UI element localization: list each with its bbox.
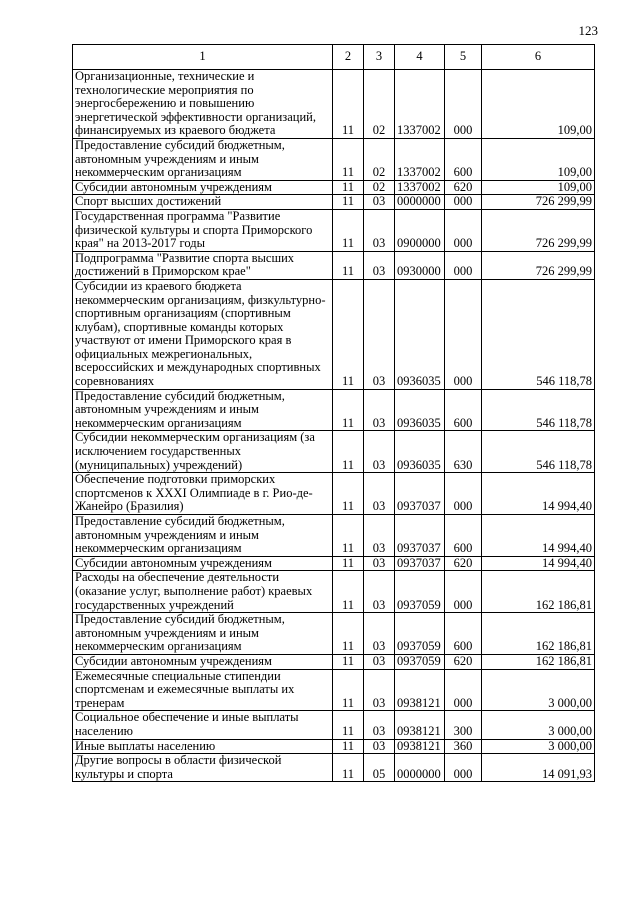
item-name: Социальное обеспечение и иные выплаты населению [73, 711, 333, 739]
column-header: 2 [333, 45, 364, 70]
expense-type-code: 600 [445, 515, 482, 557]
item-name: Ежемесячные специальные стипендии спортсменам и ежемесячные выплаты их тренерам [73, 669, 333, 711]
section-code: 11 [333, 70, 364, 139]
subsection-code: 03 [364, 279, 395, 389]
expense-type-code: 620 [445, 180, 482, 195]
section-code: 11 [333, 195, 364, 210]
target-article-code: 0937037 [395, 556, 445, 571]
amount: 109,00 [482, 180, 595, 195]
table-row [73, 389, 595, 431]
column-header: 5 [445, 45, 482, 70]
column-header: 4 [395, 45, 445, 70]
subsection-code: 03 [364, 195, 395, 210]
amount: 546 118,78 [482, 279, 595, 389]
amount: 14 994,40 [482, 515, 595, 557]
item-name: Расходы на обеспечение деятельности (оказание услуг, выполнение работ) краевых государственных учреждений [73, 571, 333, 613]
target-article-code: 1337002 [395, 70, 445, 139]
target-article-code: 0000000 [395, 754, 445, 782]
header-row [73, 45, 595, 70]
item-name: Субсидии автономным учреждениям [73, 654, 333, 669]
item-name: Другие вопросы в области физической культуры и спорта [73, 754, 333, 782]
item-name: Предоставление субсидий бюджетным, автономным учреждениям и иным некоммерческим организациям [73, 389, 333, 431]
amount: 14 994,40 [482, 473, 595, 515]
expense-type-code: 000 [445, 571, 482, 613]
amount: 726 299,99 [482, 251, 595, 279]
section-code: 11 [333, 654, 364, 669]
amount: 546 118,78 [482, 431, 595, 473]
subsection-code: 03 [364, 654, 395, 669]
target-article-code: 0937037 [395, 515, 445, 557]
section-code: 11 [333, 556, 364, 571]
expense-type-code: 000 [445, 754, 482, 782]
section-code: 11 [333, 669, 364, 711]
item-name: Спорт высших достижений [73, 195, 333, 210]
expense-type-code: 360 [445, 739, 482, 754]
expense-type-code: 000 [445, 195, 482, 210]
table-row [73, 180, 595, 195]
expense-type-code: 000 [445, 251, 482, 279]
section-code: 11 [333, 515, 364, 557]
section-code: 11 [333, 473, 364, 515]
table-row [73, 138, 595, 180]
section-code: 11 [333, 711, 364, 739]
table-row [73, 556, 595, 571]
item-name: Государственная программа "Развитие физической культуры и спорта Приморского края" на 2013-2017 годы [73, 209, 333, 251]
amount: 3 000,00 [482, 669, 595, 711]
subsection-code: 03 [364, 431, 395, 473]
table-row [73, 251, 595, 279]
item-name: Обеспечение подготовки приморских спортсменов к XXXI Олимпиаде в г. Рио-де-Жанейро (Бразилия) [73, 473, 333, 515]
target-article-code: 1337002 [395, 180, 445, 195]
expense-type-code: 000 [445, 209, 482, 251]
subsection-code: 03 [364, 515, 395, 557]
table-row [73, 279, 595, 389]
item-name: Иные выплаты населению [73, 739, 333, 754]
expense-type-code: 600 [445, 389, 482, 431]
subsection-code: 03 [364, 473, 395, 515]
section-code: 11 [333, 279, 364, 389]
expense-type-code: 620 [445, 556, 482, 571]
section-code: 11 [333, 138, 364, 180]
table-row [73, 431, 595, 473]
expense-type-code: 000 [445, 669, 482, 711]
table-row [73, 473, 595, 515]
item-name: Субсидии автономным учреждениям [73, 180, 333, 195]
target-article-code: 0938121 [395, 669, 445, 711]
section-code: 11 [333, 739, 364, 754]
target-article-code: 0936035 [395, 279, 445, 389]
subsection-code: 03 [364, 209, 395, 251]
table-row [73, 711, 595, 739]
table-row [73, 70, 595, 139]
amount: 726 299,99 [482, 209, 595, 251]
subsection-code: 03 [364, 613, 395, 655]
amount: 162 186,81 [482, 613, 595, 655]
expense-type-code: 620 [445, 654, 482, 669]
section-code: 11 [333, 389, 364, 431]
amount: 14 091,93 [482, 754, 595, 782]
section-code: 11 [333, 431, 364, 473]
table-row [73, 669, 595, 711]
expense-type-code: 000 [445, 473, 482, 515]
target-article-code: 0936035 [395, 389, 445, 431]
amount: 162 186,81 [482, 654, 595, 669]
table-row [73, 739, 595, 754]
amount: 3 000,00 [482, 711, 595, 739]
item-name: Подпрограмма "Развитие спорта высших достижений в Приморском крае" [73, 251, 333, 279]
target-article-code: 1337002 [395, 138, 445, 180]
item-name: Субсидии автономным учреждениям [73, 556, 333, 571]
amount: 109,00 [482, 70, 595, 139]
expense-type-code: 600 [445, 613, 482, 655]
target-article-code: 0937059 [395, 613, 445, 655]
subsection-code: 03 [364, 251, 395, 279]
subsection-code: 03 [364, 669, 395, 711]
column-header: 1 [73, 45, 333, 70]
expense-type-code: 000 [445, 70, 482, 139]
section-code: 11 [333, 251, 364, 279]
item-name: Субсидии из краевого бюджета некоммерческим организациям, физкультурно-спортивным организациям (спортивным клубам), спортивные команды которых участвуют от имени Приморского края в официальных межрегиональных, всероссийских и международных спортивных соревнованиях [73, 279, 333, 389]
table-row [73, 571, 595, 613]
table-row [73, 209, 595, 251]
target-article-code: 0930000 [395, 251, 445, 279]
target-article-code: 0937059 [395, 571, 445, 613]
target-article-code: 0938121 [395, 711, 445, 739]
subsection-code: 05 [364, 754, 395, 782]
expense-type-code: 300 [445, 711, 482, 739]
subsection-code: 02 [364, 180, 395, 195]
subsection-code: 02 [364, 138, 395, 180]
amount: 726 299,99 [482, 195, 595, 210]
target-article-code: 0900000 [395, 209, 445, 251]
amount: 14 994,40 [482, 556, 595, 571]
table-row [73, 654, 595, 669]
amount: 162 186,81 [482, 571, 595, 613]
column-header: 6 [482, 45, 595, 70]
amount: 3 000,00 [482, 739, 595, 754]
page-number: 123 [578, 23, 598, 38]
section-code: 11 [333, 754, 364, 782]
subsection-code: 03 [364, 571, 395, 613]
section-code: 11 [333, 571, 364, 613]
section-code: 11 [333, 209, 364, 251]
expense-type-code: 600 [445, 138, 482, 180]
amount: 109,00 [482, 138, 595, 180]
item-name: Предоставление субсидий бюджетным, автономным учреждениям и иным некоммерческим организациям [73, 138, 333, 180]
budget-table [72, 44, 595, 782]
expense-type-code: 000 [445, 279, 482, 389]
item-name: Субсидии некоммерческим организациям (за исключением государственных (муниципальных) учреждений) [73, 431, 333, 473]
subsection-code: 03 [364, 711, 395, 739]
table-row [73, 754, 595, 782]
target-article-code: 0937037 [395, 473, 445, 515]
section-code: 11 [333, 180, 364, 195]
section-code: 11 [333, 613, 364, 655]
table-row [73, 195, 595, 210]
subsection-code: 03 [364, 739, 395, 754]
table-row [73, 515, 595, 557]
subsection-code: 02 [364, 70, 395, 139]
subsection-code: 03 [364, 389, 395, 431]
table-row [73, 613, 595, 655]
amount: 546 118,78 [482, 389, 595, 431]
item-name: Предоставление субсидий бюджетным, автономным учреждениям и иным некоммерческим организациям [73, 515, 333, 557]
column-header: 3 [364, 45, 395, 70]
subsection-code: 03 [364, 556, 395, 571]
target-article-code: 0000000 [395, 195, 445, 210]
target-article-code: 0937059 [395, 654, 445, 669]
target-article-code: 0936035 [395, 431, 445, 473]
item-name: Организационные, технические и технологические мероприятия по энергосбережению и повышению энергетической эффективности организаций, финансируемых из краевого бюджета [73, 70, 333, 139]
expense-type-code: 630 [445, 431, 482, 473]
item-name: Предоставление субсидий бюджетным, автономным учреждениям и иным некоммерческим организациям [73, 613, 333, 655]
target-article-code: 0938121 [395, 739, 445, 754]
